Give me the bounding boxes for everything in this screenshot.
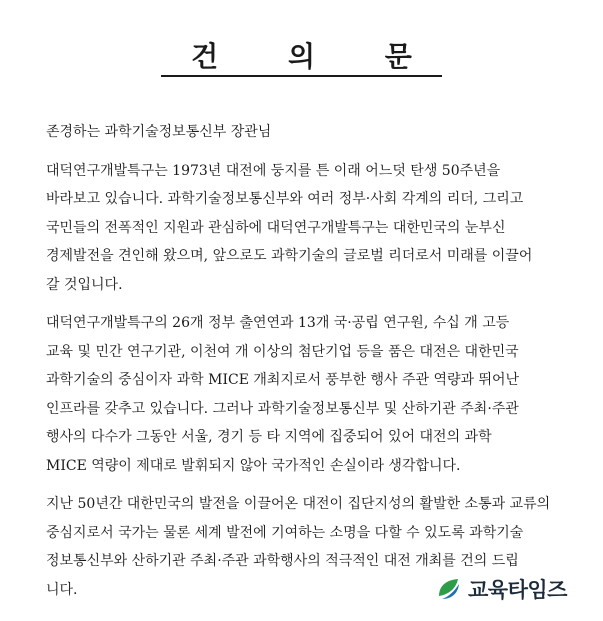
paragraph-line: 경제발전을 견인해 왔으며, 앞으로도 과학기술의 글로벌 리더로서 미래를 이끌어: [46, 248, 533, 264]
paragraph-line: 니다.: [46, 581, 78, 598]
paragraph-line: 대덕연구개발특구의 26개 정부 출연연과 13개 국·공립 연구원, 수십 개 고등: [46, 315, 510, 331]
paragraph-line: 지난 50년간 대한민국의 발전을 이끌어온 대전이 집단지성의 활발한 소통과 교류의: [46, 496, 551, 512]
salutation: 존경하는 과학기술정보통신부 장관님: [46, 124, 272, 140]
paragraph-line: 과학기술의 중심이자 과학 MICE 개최지로서 풍부한 행사 주관 역량과 뛰어난: [46, 372, 520, 388]
paragraph-line: 갈 것입니다.: [46, 276, 123, 293]
paragraph-line: 국민들의 전폭적인 지원과 관심하에 대덕연구개발특구는 대한민국의 눈부신: [46, 219, 506, 236]
leaf-logo-icon: [436, 576, 462, 602]
paragraph-line: 대덕연구개발특구는 1973년 대전에 둥지를 튼 이래 어느덧 탄생 50주년을: [46, 162, 501, 179]
paragraph-line: 인프라를 갖추고 있습니다. 그러나 과학기술정보통신부 및 산하기관 주최·주관: [46, 400, 519, 417]
paragraph-line: 바라보고 있습니다. 과학기술정보통신부와 여러 정부·사회 각계의 리더, 그리고: [46, 191, 524, 207]
paragraph-2: [46, 309, 566, 480]
watermark-text: 교육타임즈: [468, 578, 567, 602]
paragraph-line: 중심지로서 국가는 물론 세계 발전에 기여하는 소명을 다할 수 있도록 과학기술: [46, 524, 524, 541]
paragraph-line: 교육 및 민간 연구기관, 이천여 개 이상의 첨단기업 등을 품은 대전은 대한민국: [46, 343, 519, 360]
paragraph-line: 행사의 다수가 그동안 서울, 경기 등 타 지역에 집중되어 있어 대전의 과학: [46, 429, 492, 445]
watermark-logo: [432, 574, 571, 604]
paragraph-1: [46, 157, 566, 300]
paragraph-line: MICE 역량이 제대로 발휘되지 않아 국가적인 손실이라 생각합니다.: [46, 457, 461, 474]
document-title-text: 건 의 문: [161, 40, 442, 77]
document-body: [46, 118, 566, 614]
document-title: [0, 40, 603, 74]
paragraph-line: 정보통신부와 산하기관 주최·주관 과학행사의 적극적인 대전 개최를 건의 드립: [46, 553, 519, 569]
